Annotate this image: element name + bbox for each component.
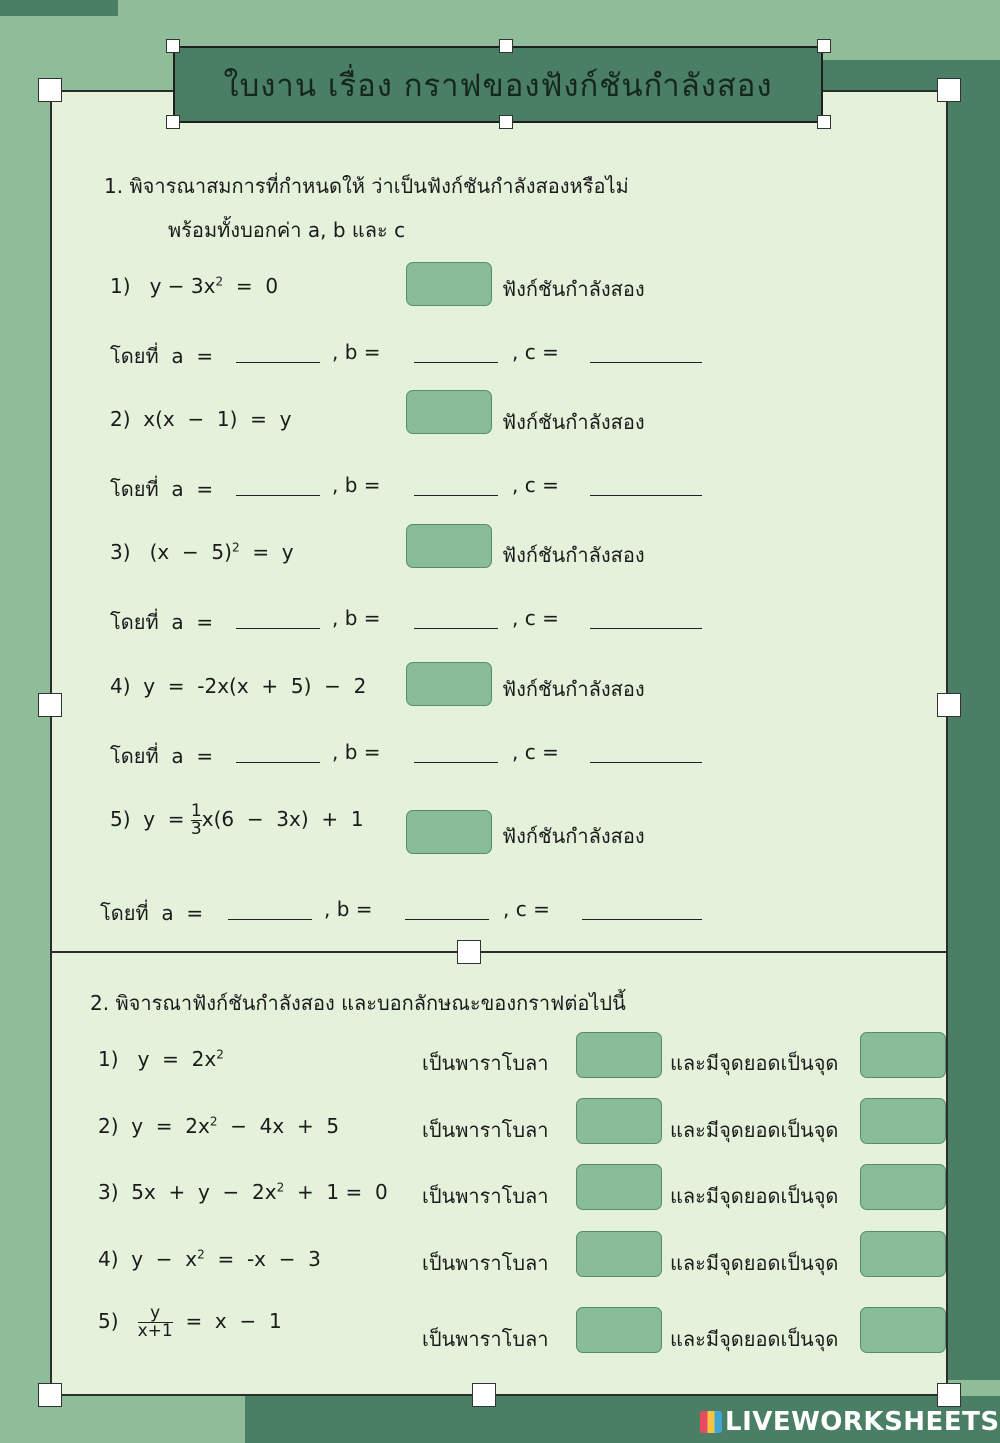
coef-c-label: , c = [512,340,559,364]
resize-handle[interactable] [937,1383,961,1407]
parabola-answer-1[interactable] [576,1032,662,1078]
resize-handle[interactable] [937,693,961,717]
section2-heading: 2. พิจารณาฟังก์ชันกำลังสอง และบอกลักษณะของกราฟต่อไปนี้ [90,991,626,1015]
parabola-answer-4[interactable] [576,1231,662,1277]
resize-handle[interactable] [937,78,961,102]
parabola-label-1: เป็นพาราโบลา [422,1051,549,1075]
s2-equation-1: 1) $y = 2x^2$ [98,1047,224,1071]
resize-handle[interactable] [38,1383,62,1407]
title-banner [173,46,823,123]
coef-b-label: , b = [332,473,381,497]
answer-box-5[interactable] [406,810,492,854]
s2-equation-2: 2) $y = 2x^2 - 4x + 5$ [98,1114,340,1138]
coef-row-4: โดยที่ a = [110,744,214,768]
parabola-answer-2[interactable] [576,1098,662,1144]
s2-equation-5: 5) $\frac{y}{x+1}$ = x − 1 [98,1303,282,1341]
parabola-label-3: เป็นพาราโบลา [422,1184,549,1208]
vertex-answer-2[interactable] [860,1098,946,1144]
function-label-1: ฟังก์ชันกำลังสอง [502,277,645,301]
blank-a-1[interactable] [236,362,320,363]
resize-handle[interactable] [166,115,180,129]
equation-3: 3) $(x - 5)^2 = y$ [110,540,294,564]
coef-row-1: โดยที่ a = [110,344,214,368]
answer-box-3[interactable] [406,524,492,568]
page-title: ใบงาน เรื่อง กราฟของฟังก์ชันกำลังสอง [223,67,773,104]
coef-b-label: , b = [332,340,381,364]
liveworksheets-logo: LIVEWORKSHEETS [700,1407,1000,1437]
parabola-label-4: เป็นพาราโบลา [422,1251,549,1275]
answer-box-4[interactable] [406,662,492,706]
answer-box-1[interactable] [406,262,492,306]
coef-b-label: , b = [332,606,381,630]
blank-c-5[interactable] [582,919,702,920]
vertex-answer-4[interactable] [860,1231,946,1277]
s2-equation-3: 3) $5x + y - 2x^2 + 1 = 0$ [98,1180,388,1204]
coef-c-label: , c = [503,897,550,921]
resize-handle[interactable] [38,78,62,102]
s2-equation-4: 4) $y - x^2 = -x - 3$ [98,1247,321,1271]
answer-box-2[interactable] [406,390,492,434]
blank-c-4[interactable] [590,762,702,763]
fraction: $\frac{y}{x+1}$ [137,1303,173,1341]
section-divider [50,951,948,953]
blank-b-3[interactable] [414,628,498,629]
lws-logo-icon [700,1411,722,1433]
resize-handle[interactable] [817,115,831,129]
function-label-3: ฟังก์ชันกำลังสอง [502,543,645,567]
vertex-label-3: และมีจุดยอดเป็นจุด [670,1184,839,1208]
coef-c-label: , c = [512,740,559,764]
fraction: $\frac{1}{3}$ [190,801,202,839]
top-decor-bar [0,0,118,16]
blank-c-1[interactable] [590,362,702,363]
resize-handle[interactable] [499,39,513,53]
blank-a-4[interactable] [236,762,320,763]
coef-row-3: โดยที่ a = [110,610,214,634]
vertex-label-5: และมีจุดยอดเป็นจุด [670,1327,839,1351]
coef-row-2: โดยที่ a = [110,477,214,501]
coef-b-label: , b = [332,740,381,764]
equation-4: 4) y = -2x(x + 5) − 2 [110,674,367,698]
section1-subheading: พร้อมทั้งบอกค่า a, b และ c [168,218,406,242]
blank-b-5[interactable] [405,919,489,920]
function-label-2: ฟังก์ชันกำลังสอง [502,410,645,434]
coef-b-label: , b = [324,897,373,921]
blank-a-3[interactable] [236,628,320,629]
equation-1: 1) $y - 3x^2 = 0$ [110,274,279,298]
resize-handle[interactable] [457,940,481,964]
vertex-label-4: และมีจุดยอดเป็นจุด [670,1251,839,1275]
parabola-answer-3[interactable] [576,1164,662,1210]
blank-a-2[interactable] [236,495,320,496]
resize-handle[interactable] [472,1383,496,1407]
blank-b-1[interactable] [414,362,498,363]
blank-b-4[interactable] [414,762,498,763]
resize-handle[interactable] [817,39,831,53]
resize-handle[interactable] [38,693,62,717]
parabola-label-2: เป็นพาราโบลา [422,1118,549,1142]
blank-a-5[interactable] [228,919,312,920]
coef-row-5: โดยที่ a = [100,901,204,925]
blank-c-2[interactable] [590,495,702,496]
parabola-label-5: เป็นพาราโบลา [422,1327,549,1351]
equation-5: 5) y = $\frac{1}{3}$ x(6 − 3x) + 1 [110,801,364,839]
function-label-5: ฟังก์ชันกำลังสอง [502,824,645,848]
blank-b-2[interactable] [414,495,498,496]
resize-handle[interactable] [499,115,513,129]
section1-heading: 1. พิจารณาสมการที่กำหนดให้ ว่าเป็นฟังก์ชันกำลังสองหรือไม่ [104,174,629,198]
vertex-answer-1[interactable] [860,1032,946,1078]
coef-c-label: , c = [512,606,559,630]
function-label-4: ฟังก์ชันกำลังสอง [502,677,645,701]
equation-2: 2) x(x − 1) = y [110,407,292,431]
coef-c-label: , c = [512,473,559,497]
vertex-label-2: และมีจุดยอดเป็นจุด [670,1118,839,1142]
resize-handle[interactable] [166,39,180,53]
vertex-answer-5[interactable] [860,1307,946,1353]
vertex-label-1: และมีจุดยอดเป็นจุด [670,1051,839,1075]
blank-c-3[interactable] [590,628,702,629]
parabola-answer-5[interactable] [576,1307,662,1353]
vertex-answer-3[interactable] [860,1164,946,1210]
